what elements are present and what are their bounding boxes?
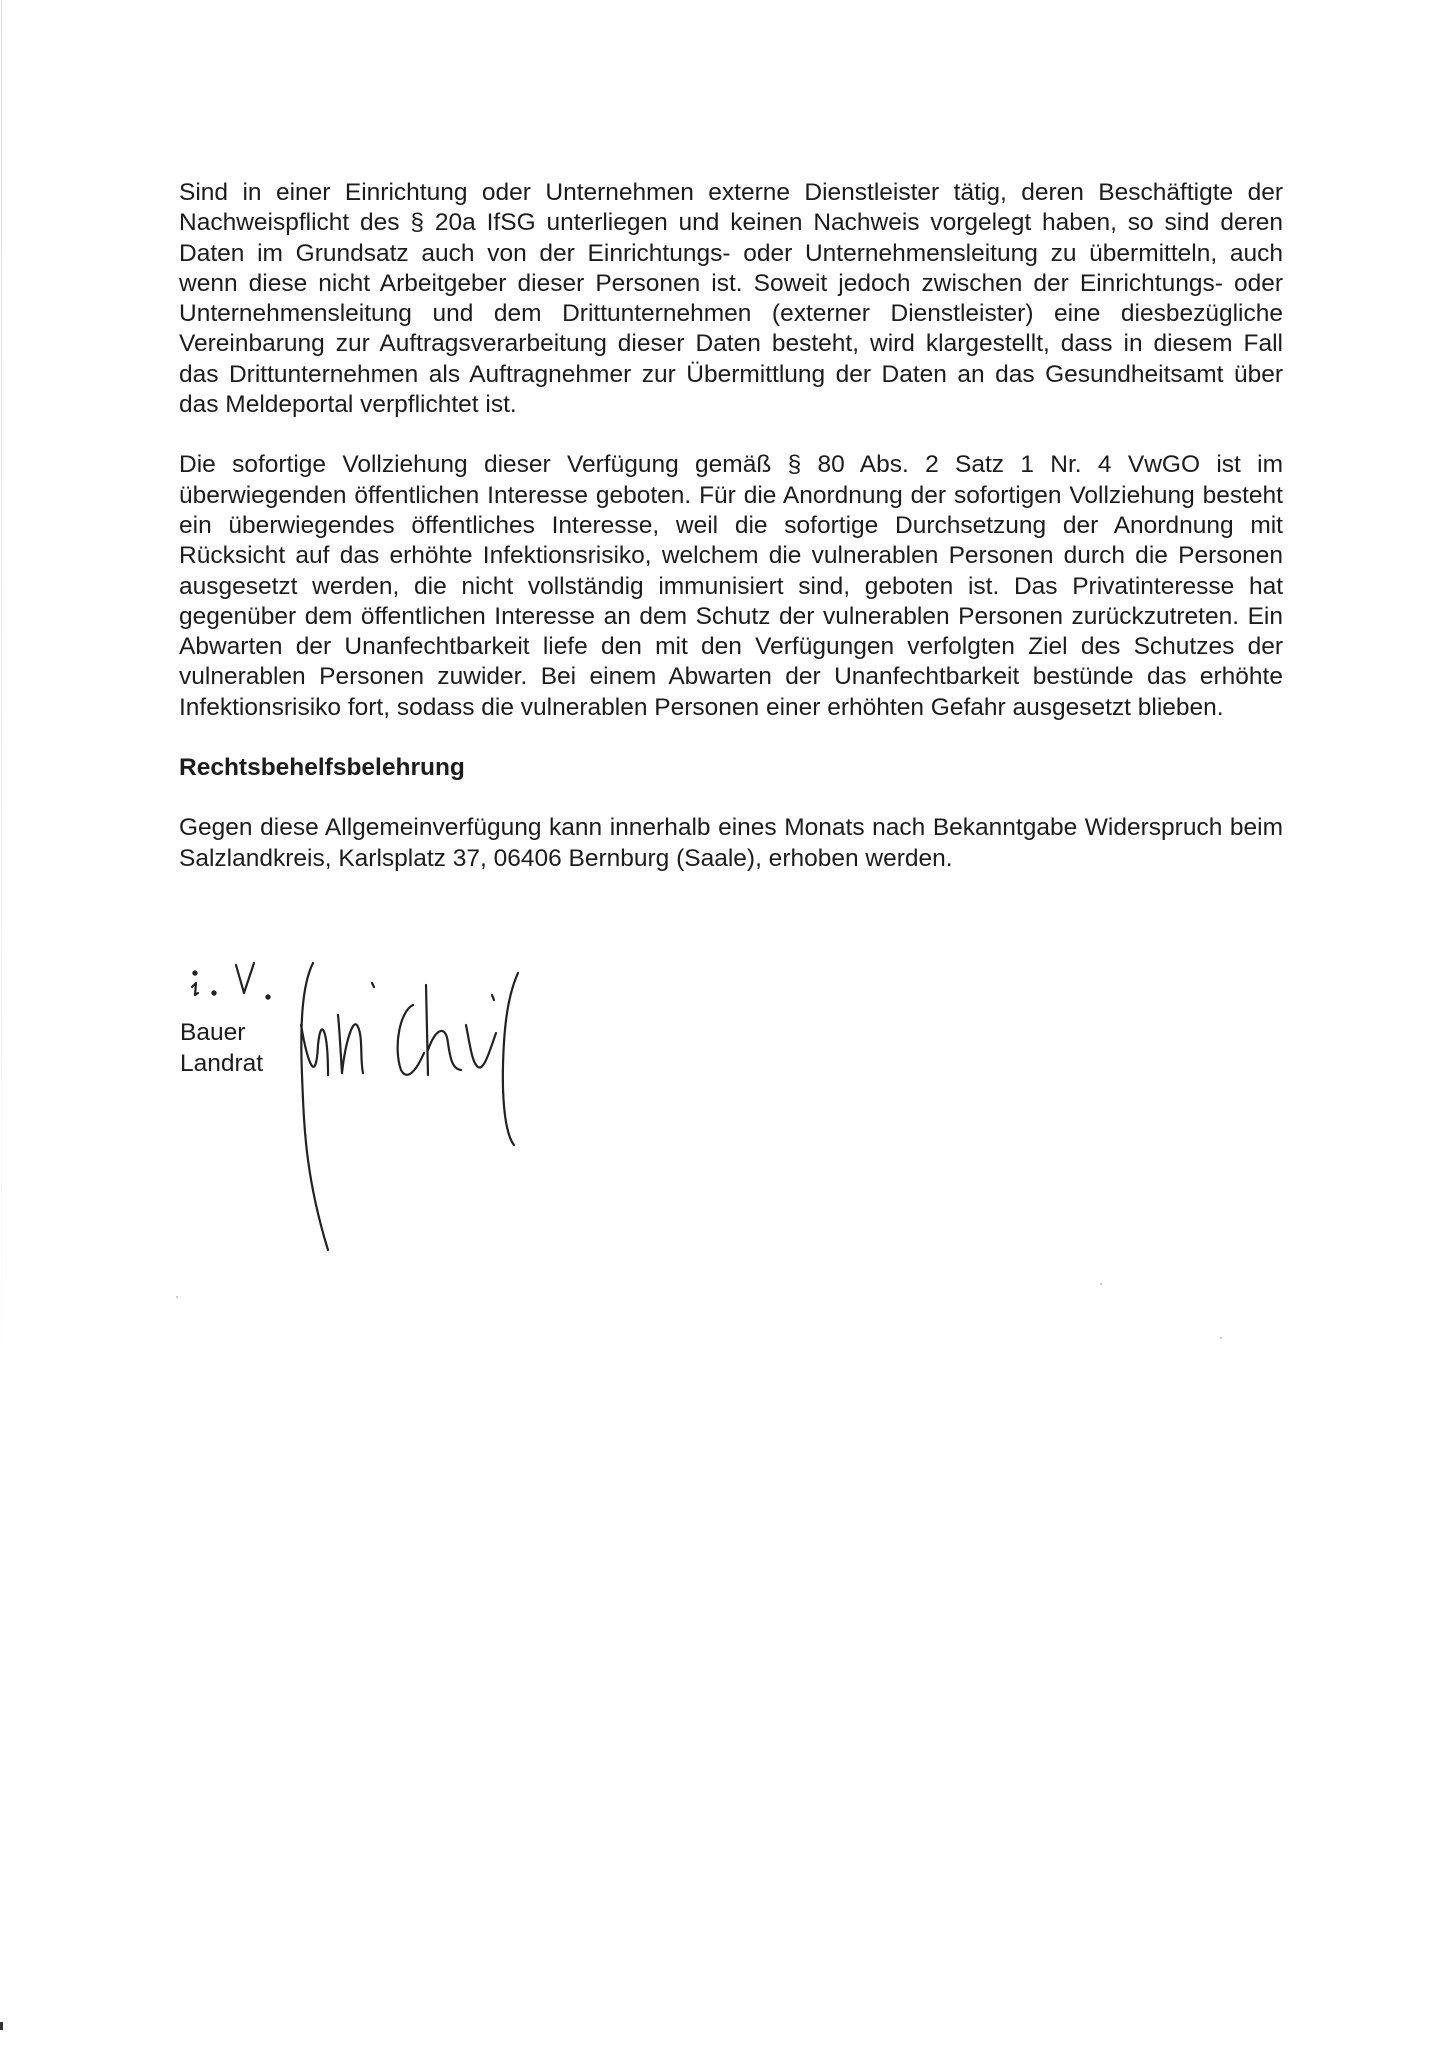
signer-title: Landrat [180, 1050, 264, 1077]
signer-info [180, 1017, 263, 1079]
scan-edge-shadow [1, 0, 2, 1400]
scan-margin-mark [0, 2022, 3, 2030]
document-body [179, 178, 1283, 904]
signature-block [178, 955, 678, 1285]
scan-speck [1220, 1337, 1222, 1339]
handwritten-signature [178, 955, 598, 1275]
signer-name: Bauer [180, 1019, 246, 1046]
scan-speck [1100, 1283, 1102, 1285]
paragraph-external-providers: Sind in einer Einrichtung oder Unternehmen externe Dienstleister tätig, deren Beschäftigte der Nachweispflicht des § 20a IfSG unterliegen und keinen Nachweis vorgelegt haben, so sind deren Daten im Grundsatz auch von der Einrichtungs- oder Unternehmensleitung zu übermitteln, auch wenn diese nicht Arbeitgeber dieser Personen ist. Soweit jedoch zwischen der Einrichtungs- oder Unternehmensleitung und dem Drittunternehmen (externer Dienstleister) eine diesbezügliche Vereinbarung zur Auftragsverarbeitung dieser Daten besteht, wird klargestellt, dass in diesem Fall das Drittunternehmen als Auftragnehmer zur Übermittlung der Daten an das Gesundheitsamt über das Meldeportal verpflichtet ist. [179, 179, 1283, 419]
section-heading-legal-remedy: Rechtsbehelfsbelehrung [179, 754, 465, 782]
scan-speck [176, 1296, 178, 1298]
paragraph-legal-remedy: Gegen diese Allgemeinverfügung kann innerhalb eines Monats nach Bekanntgabe Widerspruch beim Salzlandkreis, Karlsplatz 37, 06406 Bernburg (Saale), erhoben werden. [179, 814, 1283, 872]
paragraph-immediate-enforcement: Die sofortige Vollziehung dieser Verfügung gemäß § 80 Abs. 2 Satz 1 Nr. 4 VwGO ist im überwiegenden öffentlichen Interesse geboten. Für die Anordnung der sofortigen Vollziehung besteht ein überwiegendes öffentliches Interesse, weil die sofortige Durchsetzung der Anordnung mit Rücksicht auf das erhöhte Infektionsrisiko, welchem die vulnerablen Personen durch die Personen ausgesetzt werden, die nicht vollständig immunisiert sind, geboten ist. Das Privatinteresse hat gegenüber dem öffentlichen Interesse an dem Schutz der vulnerablen Personen zurückzutreten. Ein Abwarten der Unanfechtbarkeit liefe den mit den Verfügungen verfolgten Ziel des Schutzes der vulnerablen Personen zuwider. Bei einem Abwarten der Unanfechtbarkeit bestünde das erhöhte Infektionsrisiko fort, sodass die vulnerablen Personen einer erhöhten Gefahr ausgesetzt blieben. [179, 451, 1283, 721]
